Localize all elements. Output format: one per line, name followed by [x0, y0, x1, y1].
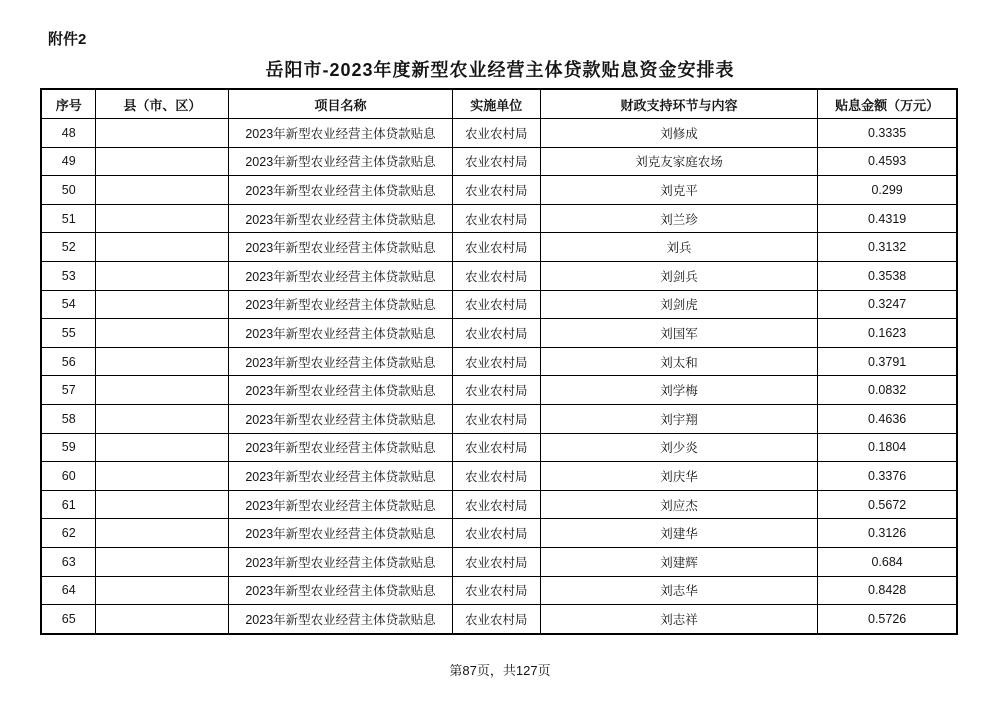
cell-support-content: 刘志华: [540, 576, 818, 605]
table-row: [41, 433, 957, 462]
cell-project-name: 2023年新型农业经营主体贷款贴息: [229, 261, 453, 290]
cell-implementing-unit: 农业农村局: [452, 490, 540, 519]
cell-support-content: 刘克平: [540, 176, 818, 205]
cell-support-content: 刘学梅: [540, 376, 818, 405]
cell-county: [96, 147, 229, 176]
cell-implementing-unit: 农业农村局: [452, 261, 540, 290]
cell-seq-no: 58: [41, 404, 96, 433]
cell-implementing-unit: 农业农村局: [452, 376, 540, 405]
cell-support-content: 刘宇翔: [540, 404, 818, 433]
cell-project-name: 2023年新型农业经营主体贷款贴息: [229, 233, 453, 262]
cell-implementing-unit: 农业农村局: [452, 119, 540, 148]
table-row: [41, 119, 957, 148]
table-row: [41, 233, 957, 262]
table-header-row: [41, 89, 957, 119]
cell-project-name: 2023年新型农业经营主体贷款贴息: [229, 404, 453, 433]
column-header: 项目名称: [229, 89, 453, 119]
cell-support-content: 刘志祥: [540, 605, 818, 634]
cell-subsidy-amount: 0.3791: [818, 347, 957, 376]
cell-seq-no: 62: [41, 519, 96, 548]
cell-support-content: 刘太和: [540, 347, 818, 376]
cell-subsidy-amount: 0.4636: [818, 404, 957, 433]
cell-support-content: 刘兵: [540, 233, 818, 262]
cell-project-name: 2023年新型农业经营主体贷款贴息: [229, 319, 453, 348]
cell-support-content: 刘少炎: [540, 433, 818, 462]
cell-seq-no: 53: [41, 261, 96, 290]
cell-seq-no: 64: [41, 576, 96, 605]
table-row: [41, 204, 957, 233]
cell-implementing-unit: 农业农村局: [452, 605, 540, 634]
cell-subsidy-amount: 0.4319: [818, 204, 957, 233]
table-row: [41, 290, 957, 319]
cell-seq-no: 54: [41, 290, 96, 319]
cell-seq-no: 55: [41, 319, 96, 348]
table-row: [41, 347, 957, 376]
cell-implementing-unit: 农业农村局: [452, 319, 540, 348]
cell-implementing-unit: 农业农村局: [452, 147, 540, 176]
cell-implementing-unit: 农业农村局: [452, 519, 540, 548]
table-row: [41, 519, 957, 548]
column-header: 贴息金额（万元）: [818, 89, 957, 119]
cell-project-name: 2023年新型农业经营主体贷款贴息: [229, 605, 453, 634]
cell-support-content: 刘兰珍: [540, 204, 818, 233]
cell-subsidy-amount: 0.684: [818, 547, 957, 576]
attachment-label: 附件2: [48, 31, 87, 48]
column-header: 县（市、区）: [96, 89, 229, 119]
cell-project-name: 2023年新型农业经营主体贷款贴息: [229, 576, 453, 605]
cell-implementing-unit: 农业农村局: [452, 176, 540, 205]
cell-county: [96, 490, 229, 519]
cell-county: [96, 319, 229, 348]
cell-support-content: 刘建华: [540, 519, 818, 548]
page-footer: 第87页，共127页: [449, 663, 551, 678]
cell-county: [96, 462, 229, 491]
cell-implementing-unit: 农业农村局: [452, 547, 540, 576]
cell-subsidy-amount: 0.3126: [818, 519, 957, 548]
cell-implementing-unit: 农业农村局: [452, 576, 540, 605]
table-row: [41, 576, 957, 605]
cell-county: [96, 119, 229, 148]
cell-support-content: 刘国军: [540, 319, 818, 348]
cell-implementing-unit: 农业农村局: [452, 290, 540, 319]
cell-county: [96, 204, 229, 233]
cell-seq-no: 52: [41, 233, 96, 262]
cell-project-name: 2023年新型农业经营主体贷款贴息: [229, 433, 453, 462]
cell-seq-no: 61: [41, 490, 96, 519]
cell-county: [96, 433, 229, 462]
cell-subsidy-amount: 0.8428: [818, 576, 957, 605]
cell-seq-no: 60: [41, 462, 96, 491]
cell-support-content: 刘庆华: [540, 462, 818, 491]
cell-county: [96, 261, 229, 290]
cell-implementing-unit: 农业农村局: [452, 433, 540, 462]
table-row: [41, 547, 957, 576]
cell-county: [96, 376, 229, 405]
table-row: [41, 176, 957, 205]
cell-subsidy-amount: 0.299: [818, 176, 957, 205]
cell-county: [96, 519, 229, 548]
cell-seq-no: 48: [41, 119, 96, 148]
cell-subsidy-amount: 0.4593: [818, 147, 957, 176]
subsidy-table: [40, 88, 958, 635]
cell-project-name: 2023年新型农业经营主体贷款贴息: [229, 290, 453, 319]
cell-seq-no: 63: [41, 547, 96, 576]
cell-subsidy-amount: 0.3538: [818, 261, 957, 290]
cell-county: [96, 576, 229, 605]
cell-county: [96, 547, 229, 576]
table-body: [41, 119, 957, 634]
column-header: 实施单位: [452, 89, 540, 119]
cell-subsidy-amount: 0.1804: [818, 433, 957, 462]
table-row: [41, 490, 957, 519]
cell-support-content: 刘建辉: [540, 547, 818, 576]
cell-county: [96, 347, 229, 376]
table-row: [41, 462, 957, 491]
cell-subsidy-amount: 0.3132: [818, 233, 957, 262]
cell-subsidy-amount: 0.3247: [818, 290, 957, 319]
cell-subsidy-amount: 0.1623: [818, 319, 957, 348]
cell-county: [96, 233, 229, 262]
table-row: [41, 605, 957, 634]
table-row: [41, 319, 957, 348]
cell-subsidy-amount: 0.5726: [818, 605, 957, 634]
cell-project-name: 2023年新型农业经营主体贷款贴息: [229, 204, 453, 233]
cell-subsidy-amount: 0.3335: [818, 119, 957, 148]
cell-implementing-unit: 农业农村局: [452, 233, 540, 262]
cell-county: [96, 290, 229, 319]
cell-support-content: 刘剑虎: [540, 290, 818, 319]
column-header: 序号: [41, 89, 96, 119]
cell-seq-no: 65: [41, 605, 96, 634]
cell-support-content: 刘应杰: [540, 490, 818, 519]
cell-project-name: 2023年新型农业经营主体贷款贴息: [229, 147, 453, 176]
cell-support-content: 刘克友家庭农场: [540, 147, 818, 176]
cell-seq-no: 59: [41, 433, 96, 462]
cell-county: [96, 605, 229, 634]
page-title: 岳阳市-2023年度新型农业经营主体贷款贴息资金安排表: [265, 60, 735, 80]
cell-project-name: 2023年新型农业经营主体贷款贴息: [229, 490, 453, 519]
cell-implementing-unit: 农业农村局: [452, 347, 540, 376]
table-row: [41, 376, 957, 405]
cell-seq-no: 51: [41, 204, 96, 233]
cell-subsidy-amount: 0.3376: [818, 462, 957, 491]
cell-subsidy-amount: 0.5672: [818, 490, 957, 519]
cell-project-name: 2023年新型农业经营主体贷款贴息: [229, 119, 453, 148]
cell-seq-no: 57: [41, 376, 96, 405]
table-row: [41, 261, 957, 290]
cell-seq-no: 50: [41, 176, 96, 205]
cell-seq-no: 49: [41, 147, 96, 176]
table-row: [41, 404, 957, 433]
cell-support-content: 刘剑兵: [540, 261, 818, 290]
cell-project-name: 2023年新型农业经营主体贷款贴息: [229, 462, 453, 491]
cell-project-name: 2023年新型农业经营主体贷款贴息: [229, 176, 453, 205]
cell-implementing-unit: 农业农村局: [452, 404, 540, 433]
cell-implementing-unit: 农业农村局: [452, 462, 540, 491]
cell-project-name: 2023年新型农业经营主体贷款贴息: [229, 347, 453, 376]
table-row: [41, 147, 957, 176]
cell-project-name: 2023年新型农业经营主体贷款贴息: [229, 376, 453, 405]
cell-county: [96, 176, 229, 205]
column-header: 财政支持环节与内容: [540, 89, 818, 119]
cell-implementing-unit: 农业农村局: [452, 204, 540, 233]
cell-support-content: 刘修成: [540, 119, 818, 148]
cell-subsidy-amount: 0.0832: [818, 376, 957, 405]
cell-project-name: 2023年新型农业经营主体贷款贴息: [229, 519, 453, 548]
cell-county: [96, 404, 229, 433]
cell-project-name: 2023年新型农业经营主体贷款贴息: [229, 547, 453, 576]
cell-seq-no: 56: [41, 347, 96, 376]
